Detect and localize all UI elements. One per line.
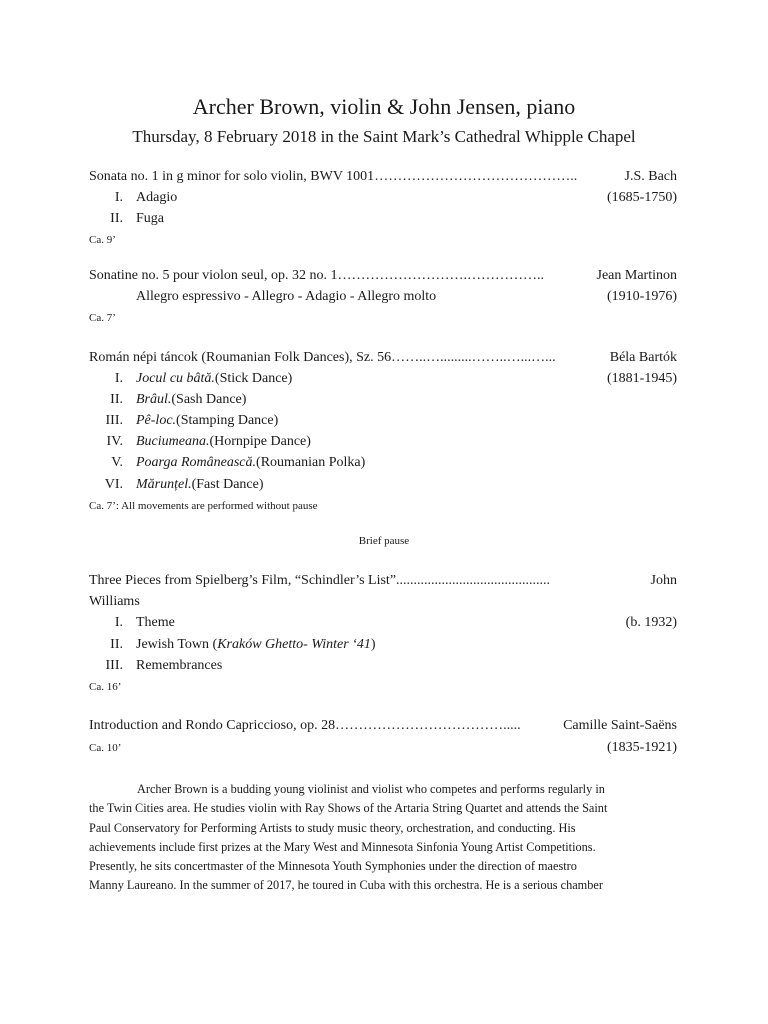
movement-row xyxy=(89,613,677,633)
movement-name xyxy=(136,635,677,655)
movement-description: (Stick Dance) xyxy=(214,371,293,386)
composer-name-continued: Williams xyxy=(89,594,140,609)
leader-dots: ............................................ xyxy=(396,573,551,588)
movement-name xyxy=(136,369,607,389)
movement-title: Jocul cu bâtă. xyxy=(136,371,215,386)
composer-dates: (1910-1976) xyxy=(607,289,677,304)
duration-note: Ca. 10’ xyxy=(89,742,122,754)
movement-number: III. xyxy=(105,658,123,673)
movement-name xyxy=(136,453,677,473)
movement-row xyxy=(89,390,677,410)
composer-dates: (1835-1921) xyxy=(607,740,677,755)
movement-name xyxy=(136,390,677,410)
movement-name xyxy=(136,411,677,431)
leader-dots: ……..….........……..…...…... xyxy=(391,350,556,365)
leader-dots: ………………………………..... xyxy=(335,718,521,733)
composer-name: Camille Saint-Saëns xyxy=(563,718,677,733)
movement-row xyxy=(89,475,677,495)
movement-number: III. xyxy=(105,413,123,428)
composer-name: J.S. Bach xyxy=(624,169,677,184)
movement-description: (Sash Dance) xyxy=(171,392,247,407)
movement-row xyxy=(89,188,677,208)
movement-subtitle: Kraków Ghetto- Winter ‘41 xyxy=(217,637,371,652)
composer-dates: (b. 1932) xyxy=(625,615,677,630)
duration-row xyxy=(89,738,677,758)
work-heading-bach xyxy=(89,167,677,187)
work-heading-martinon xyxy=(89,266,677,286)
bio-line: Manny Laureano. In the summer of 2017, he toured in Cuba with this orchestra. He is a serious chamber xyxy=(89,878,603,893)
movement-name xyxy=(136,432,677,452)
movement-number: I. xyxy=(114,615,123,630)
movement-number: V. xyxy=(111,455,123,470)
bio-line: Paul Conservatory for Performing Artists to study music theory, orchestration, and conducting. His xyxy=(89,820,576,835)
movement-row xyxy=(89,656,677,676)
movement-name: Theme xyxy=(136,615,175,630)
movement-title: Buciumeana. xyxy=(136,434,210,449)
movement-description: (Roumanian Polka) xyxy=(256,455,366,470)
movement-title: Mărunțel. xyxy=(136,477,192,492)
composer-dates: (1685-1750) xyxy=(607,190,677,205)
work-heading-williams xyxy=(89,571,677,591)
leader-dots: …………………………………….. xyxy=(374,169,578,184)
movement-name xyxy=(136,475,677,495)
bio-line: the Twin Cities area. He studies violin with Ray Shows of the Artaria String Quartet and attends the Saint xyxy=(89,801,608,816)
movement-name: Adagio xyxy=(136,190,178,205)
movement-description: (Hornpipe Dance) xyxy=(209,434,311,449)
movement-number: I. xyxy=(114,190,123,205)
work-heading-saint-saens xyxy=(89,716,677,736)
work-title: Román népi táncok (Roumanian Folk Dances), Sz. 56 xyxy=(89,350,392,365)
movement-number: VI. xyxy=(104,477,123,492)
bio-line: achievements include first prizes at the Mary West and Minnesota Sinfonia Young Artist Competitions. xyxy=(89,839,596,854)
leader-dots: ……………………….…………….. xyxy=(337,268,544,283)
spacer xyxy=(134,738,607,758)
movement-number: IV. xyxy=(106,434,123,449)
work-title: Introduction and Rondo Capriccioso, op. 28 xyxy=(89,718,336,733)
bio-line: Presently, he sits concertmaster of the Minnesota Youth Symphonies under the direction of maestro xyxy=(89,859,577,874)
movement-title: Poarga Românească. xyxy=(136,455,257,470)
bio-line: Archer Brown is a budding young violinist and violist who competes and performs regularly in xyxy=(137,782,605,796)
composer-name: John xyxy=(650,573,677,588)
duration-note: Ca. 9’ xyxy=(89,234,116,246)
movement-row xyxy=(89,411,677,431)
movement-description: (Fast Dance) xyxy=(191,477,264,492)
movement-number: II. xyxy=(110,637,123,652)
duration-note: Ca. 7’: All movements are performed without pause xyxy=(89,500,318,512)
concert-title: Archer Brown, violin & John Jensen, piano xyxy=(192,94,576,119)
work-title: Sonata no. 1 in g minor for solo violin, BWV 1001 xyxy=(89,169,375,184)
intermission-note: Brief pause xyxy=(358,535,410,547)
composer-dates: (1881-1945) xyxy=(607,371,677,386)
movement-name: Fuga xyxy=(136,211,164,226)
movement-row xyxy=(89,453,677,473)
composer-name: Jean Martinon xyxy=(596,268,677,283)
movement-number: II. xyxy=(110,392,123,407)
work-title: Three Pieces from Spielberg’s Film, “Schindler’s List” xyxy=(89,573,397,588)
movement-number: I. xyxy=(114,371,123,386)
work-title: Sonatine no. 5 pour violon seul, op. 32 no. 1 xyxy=(89,268,338,283)
movement-description: (Stamping Dance) xyxy=(176,413,279,428)
movement-title: Pê-loc. xyxy=(136,413,177,428)
movement-name: Remembrances xyxy=(136,658,223,673)
work-heading-bartok xyxy=(89,348,677,368)
movement-name-text: Jewish Town ( xyxy=(136,637,218,652)
movement-number: II. xyxy=(110,211,123,226)
movement-title: Brâul. xyxy=(136,392,172,407)
movement-row xyxy=(89,287,677,307)
artist-biography xyxy=(89,780,679,896)
duration-note: Ca. 7’ xyxy=(89,312,116,324)
composer-name: Béla Bartók xyxy=(609,350,677,365)
movement-row xyxy=(89,209,677,229)
movement-row xyxy=(89,432,677,452)
duration-note: Ca. 16’ xyxy=(89,681,122,693)
movement-name-close: ) xyxy=(370,637,376,652)
movement-name: Allegro espressivo - Allegro - Adagio - Allegro molto xyxy=(136,289,437,304)
movement-row xyxy=(89,635,677,655)
concert-date-venue: Thursday, 8 February 2018 in the Saint Mark’s Cathedral Whipple Chapel xyxy=(132,127,636,146)
movement-row xyxy=(89,369,677,389)
